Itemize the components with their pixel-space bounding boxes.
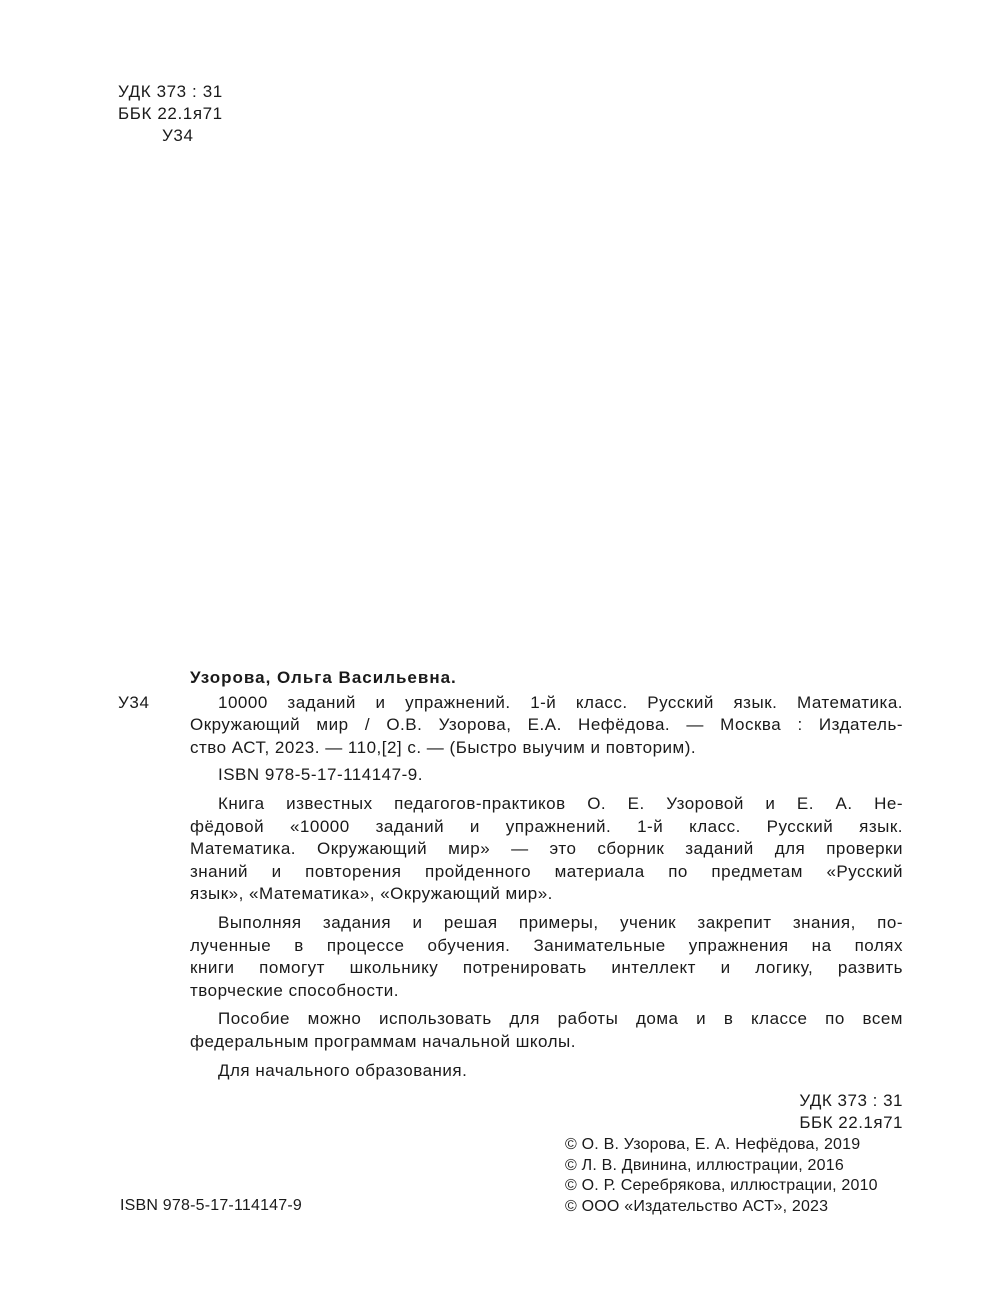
annotation-line: Математика. Окружающий мир» — это сборник заданий для проверки (190, 839, 903, 859)
bibliographic-record (190, 667, 903, 1134)
title-line: Окружающий мир / О.В. Узорова, Е.А. Нефёдова. — Москва : Издатель- (190, 715, 903, 735)
annotation-line: Пособие можно использовать для работы дома и в классе по всем (218, 1009, 903, 1029)
bbk-code: ББК 22.1я71 (118, 104, 223, 123)
copyright-line: © Л. В. Двинина, иллюстрации, 2016 (565, 1156, 844, 1174)
top-classification (118, 81, 223, 147)
annotation-line: язык», «Математика», «Окружающий мир». (190, 884, 553, 904)
footer-isbn: ISBN 978-5-17-114147-9 (120, 1197, 302, 1214)
isbn-line: ISBN 978-5-17-114147-9. (218, 765, 423, 785)
copyright-block (565, 1135, 878, 1217)
copyright-line: © ООО «Издательство АСТ», 2023 (565, 1197, 829, 1215)
annotation-line: Выполняя задания и решая примеры, ученик закрепит знания, по- (218, 912, 903, 932)
annotation-line: Книга известных педагогов-практиков О. Е. Узоровой и Е. А. Не- (218, 793, 903, 813)
record-udk-code: УДК 373 : 31 (799, 1091, 903, 1111)
title-block (190, 692, 903, 760)
record-bbk-code: ББК 22.1я71 (799, 1113, 903, 1133)
annotation-paragraph (190, 793, 903, 906)
annotation-paragraph (190, 1008, 903, 1053)
annotation-line: книги помогут школьнику потренировать интеллект и логику, развить (190, 958, 903, 978)
annotation-line: федеральным программам начальной школы. (190, 1031, 576, 1051)
annotation-line: Для начального образования. (218, 1060, 468, 1080)
record-classification (190, 1090, 903, 1134)
title-line: 10000 заданий и упражнений. 1-й класс. Русский язык. Математика. (218, 692, 903, 712)
annotation-paragraph (190, 1060, 903, 1083)
title-line: ство АСТ, 2023. — 110,[2] с. — (Быстро выучим и повторим). (190, 737, 697, 757)
copyright-line: © О. В. Узорова, Е. А. Нефёдова, 2019 (565, 1136, 861, 1153)
annotation-line: лученные в процессе обучения. Занимательные упражнения на полях (190, 935, 903, 955)
annotation-line: творческие способности. (190, 980, 399, 1000)
udk-code: УДК 373 : 31 (118, 82, 223, 101)
author-mark: У34 (162, 126, 194, 145)
annotation-line: знаний и повторения пройденного материала по предметам «Русский (190, 861, 903, 881)
record-author-mark: У34 (118, 693, 150, 712)
author-heading: Узорова, Ольга Васильевна. (190, 668, 457, 687)
copyright-line: © О. Р. Серебрякова, иллюстрации, 2010 (565, 1177, 878, 1194)
annotation-paragraph (190, 912, 903, 1002)
annotation-line: фёдовой «10000 заданий и упражнений. 1-й класс. Русский язык. (190, 816, 903, 836)
